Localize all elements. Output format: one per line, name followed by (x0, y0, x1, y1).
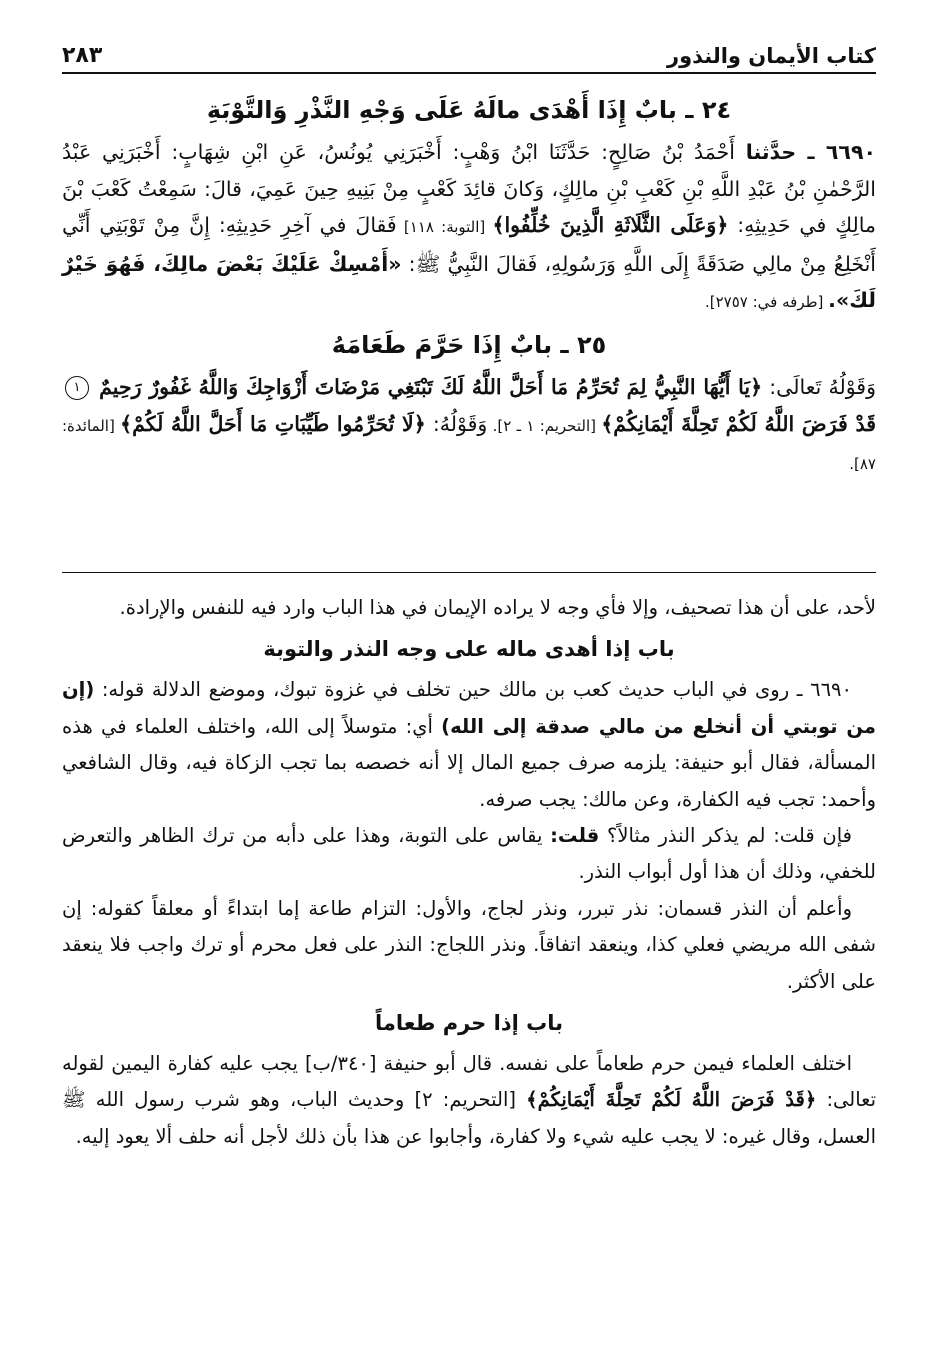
cross-reference: [طرفه في: ٢٧٥٧]. (705, 293, 829, 312)
commentary-text: ٦٦٩٠ ـ روى في الباب حديث كعب بن مالك حين تخلف في غزوة تبوك، وموضع الدلالة قوله: (94, 678, 852, 702)
quran-verse-tahrim-2: قَدْ فَرَضَ اللَّهُ لَكُمْ تَحِلَّةَ أَيْمَانِكُمْ﴾ (601, 411, 877, 436)
commentary-paragraph (62, 818, 876, 891)
book-title: كتاب الأيمان والنذور (667, 44, 876, 68)
commentary-text: فإن قلت: لم يذكر النذر مثالاً؟ (599, 824, 853, 848)
commentary-paragraph (62, 1046, 876, 1155)
verse-reference: [التوبة: ١١٨] (396, 218, 493, 237)
page-number: ٢٨٣ (62, 43, 103, 68)
quran-verse-tahrim-ref: ﴿قَدْ فَرَضَ اللَّهُ لَكُمْ تَحِلَّةَ أَيْمَانِكُمْ﴾ (526, 1088, 817, 1112)
hadith-text-block (62, 86, 876, 483)
commentary-text: [التحريم: ٢] وحديث الباب، وهو شرب رسول الله ﷺ العسل، وقال غيره: لا يجب عليه شيء ولا كفارة، وأجابوا عن هذا بأن ذلك لأجل أنه حلف ألا يعود إليه. (62, 1088, 876, 1148)
verse-reference: [المائدة: ٨٧]. (62, 416, 876, 474)
commentary-paragraph (62, 672, 876, 818)
hadith-6690 (62, 134, 876, 321)
commentary-carryover: لأحد، على أن هذا تصحيف، وإلا فأي وجه لا يراده الإيمان في هذا الباب وارد فيه للنفس والإرادة. (119, 596, 876, 619)
running-header (62, 30, 876, 74)
commentary-text: اختلف العلماء فيمن حرم طعاماً على نفسه. قال أبو حنيفة [٣٤٠/ب] يجب عليه كفارة اليمين لقوله تعالى: (62, 1052, 876, 1112)
quran-verse-tawbah: ﴿وَعَلَى الثَّلَاثَةِ الَّذِينَ خُلِّفُوا﴾ (492, 213, 729, 238)
commentary-block (62, 590, 876, 1155)
commentary-divider (62, 572, 876, 573)
verse-intro-2: وَقَوْلُهُ: (425, 411, 488, 436)
commentary-heading-2: باب إذا حرم طعاماً (375, 1011, 563, 1036)
prophet-saying: «أَمْسِكْ عَلَيْكَ بَعْضَ مالِكَ، فَهُوَ خَيْرٌ لَكَ». (62, 251, 876, 313)
quoted-hadith: (إن من توبتي أن أنخلع من مالي صدقة إلى الله) (62, 678, 876, 738)
commentary-text: يقاس على التوبة، وهذا على دأبه من ترك الظاهر والتعرض للخفي، وذلك أن هذا أول أبواب النذر. (62, 824, 876, 884)
hadith-number: ٦٦٩٠ ـ حدَّثنا (745, 140, 876, 164)
commentary-heading-1: باب إذا أهدى ماله على وجه النذر والتوبة (263, 637, 675, 662)
chapter-25-heading: ٢٥ ـ بابٌ إِذَا حَرَّمَ طَعَامَهُ (331, 330, 607, 359)
commentary-paragraph: وأعلم أن النذر قسمان: نذر تبرر، ونذر لجاج، والأول: التزام طاعة إما ابتداءً أو معلقاً كقوله: إن شفى الله مريضي فعلي كذا، وينعقد اتفاقاً. ونذر اللجاج: النذر على فعل محرم أو ترك واجب فلا ينعقد على الأكثر. (62, 896, 876, 993)
ayah-number-marker: ١ (65, 376, 89, 400)
verse-reference: [التحريم: ١ ـ ٢]. (487, 416, 602, 435)
answer-marker: قلت: (550, 824, 600, 848)
chapter-24-heading: ٢٤ ـ بابٌ إِذَا أَهْدَى مالَهُ عَلَى وَجْهِ النَّذْرِ وَالتَّوْبَةِ (206, 96, 732, 124)
commentary-text: أي: متوسلاً إلى الله، واختلف العلماء في هذه المسألة، فقال أبو حنيفة: يلزمه صرف جميع المال إلا أنه خصصه بما تجب الزكاة فيه، وقال الشافعي وأحمد: تجب فيه الكفارة، وعن مالك: يجب صرفه. (62, 714, 876, 811)
quran-verse-maidah: ﴿لَا تُحَرِّمُوا طَيِّبَاتِ مَا أَحَلَّ اللَّهُ لَكُمْ﴾ (120, 411, 426, 436)
verse-intro: وَقَوْلُهُ تَعالَى: (762, 374, 876, 399)
hadith-isnad: أَحْمَدُ بْنُ صَالِحٍ: حَدَّثَنَا ابْنُ وَهْبٍ: أَخْبَرَنِي يُونُسُ، عَنِ ابْنِ شِهَابٍ: أَخْبَرَنِي عَبْدُ الرَّحْمٰنِ بْنُ عَبْدِ اللَّهِ بْنِ كَعْبِ بْنِ مالِكٍ، وَكانَ قائِدَ كَعْبٍ مِنْ بَنِيهِ حِينَ عَمِيَ، قالَ: سَمِعْتُ كَعْبَ بْنَ مالِكٍ في حَدِيثِهِ: (62, 140, 877, 238)
chapter-25-text (62, 369, 876, 483)
quran-verse-tahrim: ﴿يَا أَيُّهَا النَّبِيُّ لِمَ تُحَرِّمُ مَا أَحَلَّ اللَّهُ لَكَ تَبْتَغِي مَرْضَاتَ أَزْوَاجِكَ وَاللَّهُ غَفُورٌ رَحِيمٌ (99, 374, 763, 399)
hadith-matn: فَقالَ في آخِرِ حَدِيثِهِ: إِنَّ مِنْ تَوْبَتِي أَنِّي أَنْخَلِعُ مِنْ مالِي صَدَقَةً إِلَى اللَّهِ وَرَسُولِهِ، فَقالَ النَّبِيُّ ﷺ: (62, 213, 877, 276)
